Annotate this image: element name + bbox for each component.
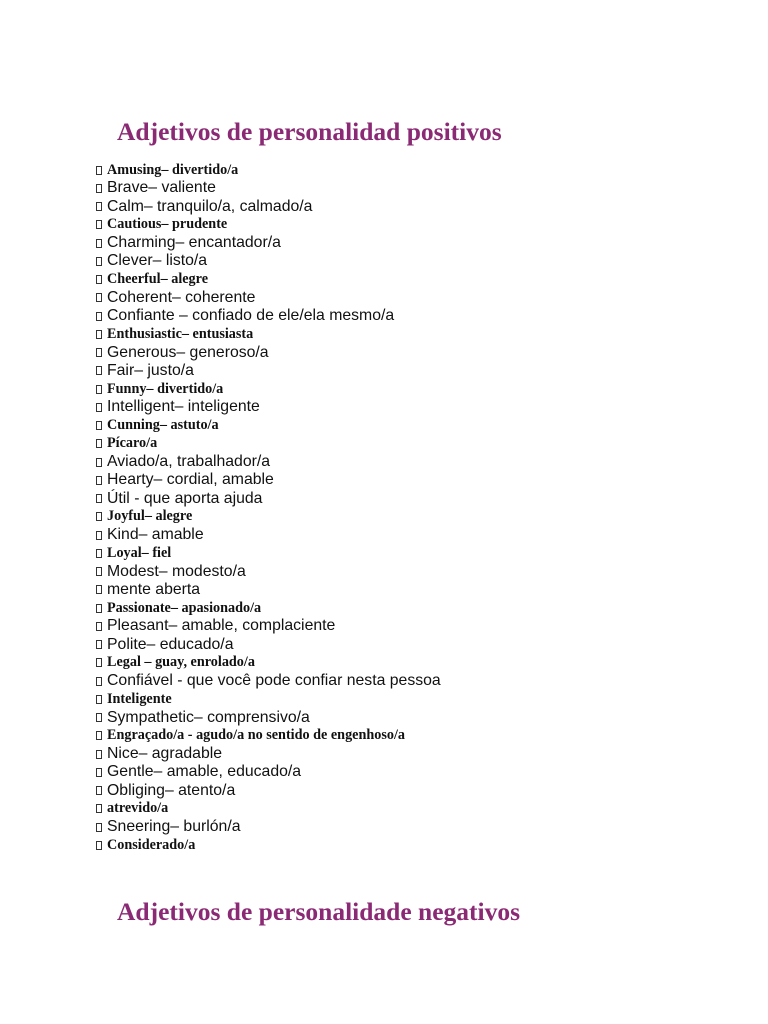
list-item-text: Enthusiastic– entusiasta [107,325,254,342]
list-item [96,709,441,727]
list-item-text: Útil - que aporta ajuda [107,489,263,507]
list-item-text: Clever– listo/a [107,252,208,270]
list-item [96,745,441,763]
bullet-box-icon [96,585,102,594]
bullet-box-icon [96,494,102,503]
bullet-box-icon [96,239,102,248]
list-item [96,435,441,453]
bullet-box-icon [96,658,102,667]
list-item-text: Polite– educado/a [107,635,234,653]
bullet-box-icon [96,385,102,394]
bullet-box-icon [96,841,102,850]
bullet-box-icon [96,549,102,558]
list-item-text: Loyal– fiel [107,544,172,561]
list-item [96,508,441,526]
bullet-box-icon [96,458,102,467]
bullet-box-icon [96,677,102,686]
list-item-text: Pleasant– amable, complaciente [107,617,336,635]
list-item-text: Brave– valiente [107,179,216,197]
bullet-box-icon [96,640,102,649]
list-item [96,800,441,818]
list-item [96,654,441,672]
list-item [96,362,441,380]
list-item [96,672,441,690]
bullet-box-icon [96,531,102,540]
list-item [96,344,441,362]
list-item [96,599,441,617]
bullet-box-icon [96,731,102,740]
list-item-text: Engraçado/a - agudo/a no sentido de engenhoso/a [107,727,405,744]
list-item [96,179,441,197]
list-item-text: Intelligent– inteligente [107,398,260,416]
list-item-text: Cautious– prudente [107,216,228,233]
list-item-text: Sympathetic– comprensivo/a [107,708,310,726]
bullet-box-icon [96,823,102,832]
list-item [96,234,441,252]
list-item [96,398,441,416]
list-item [96,271,441,289]
list-item [96,161,441,179]
list-item-text: Joyful– alegre [107,508,193,525]
list-item [96,289,441,307]
list-item [96,453,441,471]
bullet-box-icon [96,166,102,175]
list-item [96,836,441,854]
list-item [96,216,441,234]
list-item-text: Aviado/a, trabalhador/a [107,453,271,471]
bullet-box-icon [96,695,102,704]
list-item [96,727,441,745]
list-item [96,782,441,800]
list-item-text: Charming– encantador/a [107,234,281,252]
bullet-box-icon [96,713,102,722]
list-item [96,763,441,781]
bullet-box-icon [96,476,102,485]
list-item-text: Sneering– burlón/a [107,818,241,836]
list-item [96,563,441,581]
bullet-box-icon [96,330,102,339]
list-item-text: Fair– justo/a [107,361,194,379]
bullet-box-icon [96,750,102,759]
list-item [96,690,441,708]
bullet-box-icon [96,804,102,813]
bullet-box-icon [96,439,102,448]
list-item-text: mente aberta [107,580,201,598]
list-item [96,526,441,544]
list-item [96,490,441,508]
list-item [96,581,441,599]
list-item-text: Modest– modesto/a [107,562,246,580]
list-item [96,417,441,435]
list-item-text: Calm– tranquilo/a, calmado/a [107,197,313,215]
bullet-box-icon [96,421,102,430]
positive-adjectives-heading: Adjetivos de personalidad positivos [117,117,502,146]
list-item [96,471,441,489]
bullet-box-icon [96,202,102,211]
list-item [96,544,441,562]
list-item-text: Amusing– divertido/a [107,161,239,178]
list-item-text: Hearty– cordial, amable [107,471,274,489]
list-item-text: Confiável - que você pode confiar nesta pessoa [107,672,441,690]
bullet-box-icon [96,184,102,193]
list-item [96,325,441,343]
bullet-box-icon [96,622,102,631]
list-item [96,380,441,398]
bullet-box-icon [96,220,102,229]
bullet-box-icon [96,567,102,576]
list-item-text: Cheerful– alegre [107,271,208,288]
list-item-text: Considerado/a [107,836,196,853]
bullet-box-icon [96,786,102,795]
list-item-text: atrevido/a [107,800,169,817]
bullet-box-icon [96,512,102,521]
list-item-text: Confiante – confiado de ele/ela mesmo/a [107,307,395,325]
list-item [96,818,441,836]
list-item [96,636,441,654]
list-item [96,307,441,325]
bullet-box-icon [96,366,102,375]
bullet-box-icon [96,604,102,613]
bullet-box-icon [96,348,102,357]
bullet-box-icon [96,293,102,302]
list-item-text: Nice– agradable [107,745,223,763]
list-item-text: Obliging– atento/a [107,781,236,799]
list-item [96,198,441,216]
list-item-text: Kind– amable [107,526,204,544]
list-item-text: Legal – guay, enrolado/a [107,654,255,671]
list-item-text: Inteligente [107,690,172,707]
list-item-text: Gentle– amable, educado/a [107,763,302,781]
bullet-box-icon [96,312,102,321]
list-item [96,617,441,635]
list-item-text: Coherent– coherente [107,288,256,306]
bullet-box-icon [96,768,102,777]
negative-adjectives-heading: Adjetivos de personalidade negativos [117,897,521,926]
list-item-text: Passionate– apasionado/a [107,599,262,616]
list-item-text: Cunning– astuto/a [107,417,219,434]
list-item-text: Funny– divertido/a [107,380,224,397]
bullet-box-icon [96,403,102,412]
adjective-list [96,161,441,855]
list-item-text: Pícaro/a [107,435,158,452]
bullet-box-icon [96,257,102,266]
list-item-text: Generous– generoso/a [107,343,269,361]
bullet-box-icon [96,275,102,284]
list-item [96,252,441,270]
